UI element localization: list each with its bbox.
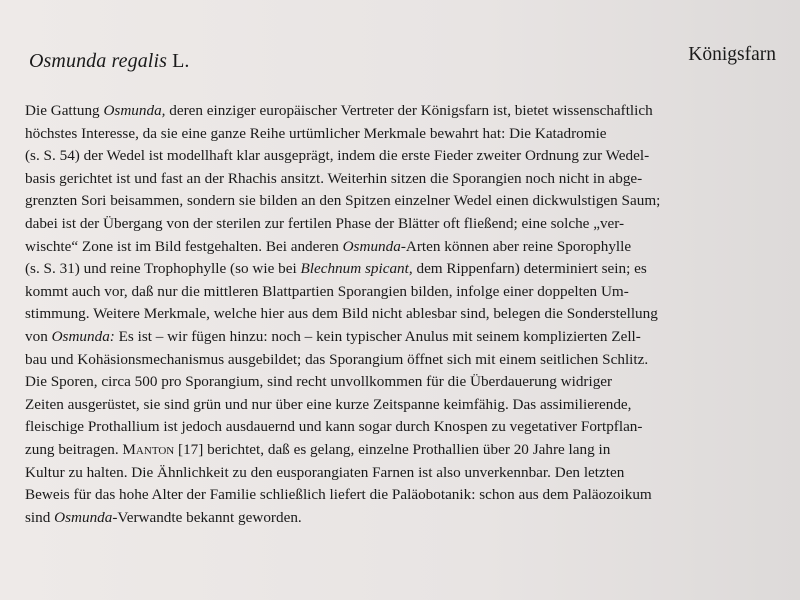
text-line	[25, 258, 795, 281]
text-line	[25, 349, 795, 372]
text-segment: (s. S. 54) der Wedel ist modellhaft klar ausgeprägt, indem die erste Fieder zweiter Ordnung zur Wedel-	[25, 147, 650, 165]
text-segment: -Verwandte bekannt geworden.	[112, 508, 302, 526]
text-segment: [17] berichtet, daß es gelang, einzelne Prothallien über 20 Jahre lang in	[174, 440, 611, 458]
text-segment: deren einziger europäischer Vertreter der Königsfarn ist, bietet wissenschaftlich	[165, 102, 653, 119]
text-segment: -Arten können aber reine Sporophylle	[400, 237, 632, 255]
italic-text: Osmunda,	[103, 102, 166, 119]
text-segment: grenzten Sori beisammen, sondern sie bilden an den Spitzen einzelner Wedel einen dickwulstigen Saum;	[25, 192, 661, 210]
text-segment: dabei ist der Übergang von der sterilen zur fertilen Phase der Blätter oft fließend; eine solche „ver-	[25, 214, 625, 232]
text-line	[25, 281, 795, 304]
text-segment: wischte“ Zone ist im Bild festgehalten. Bei anderen	[25, 237, 343, 255]
text-segment: Beweis für das hohe Alter der Familie schließlich liefert die Paläobotanik: schon aus dem Paläozoikum	[25, 486, 652, 504]
text-segment: fleischige Prothallium ist jedoch ausdauernd und kann sogar durch Knospen zu vegetativer Fortpflan-	[25, 418, 643, 436]
text-line	[25, 303, 795, 326]
text-line	[25, 507, 795, 530]
text-line	[25, 462, 795, 485]
text-segment: Zeiten ausgerüstet, sie sind grün und nur über eine kurze Zeitspanne keimfähig. Das assimilierende,	[25, 395, 632, 413]
text-segment: bau und Kohäsionsmechanismus ausgebildet; das Sporangium öffnet sich mit einem seitlichen Schlitz.	[25, 350, 649, 368]
text-line	[25, 484, 795, 507]
species-heading	[29, 50, 190, 73]
text-line	[25, 371, 795, 394]
text-line	[25, 145, 795, 168]
species-author: L.	[166, 50, 190, 72]
italic-text: Blechnum spicant,	[300, 260, 413, 278]
text-segment: Es ist – wir fügen hinzu: noch – kein typischer Anulus mit seinem komplizierten Zell-	[114, 327, 641, 345]
italic-text: Osmunda	[54, 508, 113, 526]
common-name-heading: Königsfarn	[688, 44, 776, 65]
text-segment: kommt auch vor, daß nur die mittleren Blattpartien Sporangien bilden, infolge einer doppelten Um-	[25, 282, 629, 300]
text-segment: stimmung. Weitere Merkmale, welche hier aus dem Bild nicht ablesbar sind, belegen die Sonderstellung	[25, 305, 658, 323]
text-segment: Die Sporen, circa 500 pro Sporangium, sind recht unvollkommen für die Überdauerung widriger	[25, 373, 613, 391]
text-segment: höchstes Interesse, da sie eine ganze Reihe urtümlicher Merkmale bewahrt hat: Die Katadromie	[25, 124, 607, 142]
text-segment: (s. S. 31) und reine Trophophylle (so wie bei	[25, 260, 301, 278]
text-segment: sind	[25, 508, 55, 526]
text-segment: dem Rippenfarn) determiniert sein; es	[412, 260, 647, 278]
italic-text: Osmunda	[342, 237, 401, 255]
text-line	[25, 439, 795, 462]
text-line	[25, 100, 795, 123]
text-line	[25, 190, 795, 213]
text-segment: zung beitragen.	[25, 440, 123, 458]
text-line	[25, 326, 795, 349]
species-name: Osmunda regalis	[29, 50, 167, 72]
text-segment: Kultur zu halten. Die Ähnlichkeit zu den eusporangiaten Farnen ist also unverkennbar. Den letzten	[25, 463, 625, 481]
text-segment: von	[25, 327, 52, 345]
text-segment: basis gerichtet ist und fast an der Rhachis ansitzt. Weiterhin sitzen die Sporangien noch nicht in abge-	[25, 169, 643, 187]
author-name: Manton	[122, 440, 175, 458]
text-line	[25, 236, 795, 259]
text-line	[25, 168, 795, 191]
text-line	[25, 123, 795, 146]
italic-text: Osmunda:	[51, 327, 115, 345]
body-paragraph	[25, 100, 795, 529]
text-line	[25, 416, 795, 439]
text-segment: Die Gattung	[25, 102, 104, 119]
text-line	[25, 394, 795, 417]
text-line	[25, 213, 795, 236]
